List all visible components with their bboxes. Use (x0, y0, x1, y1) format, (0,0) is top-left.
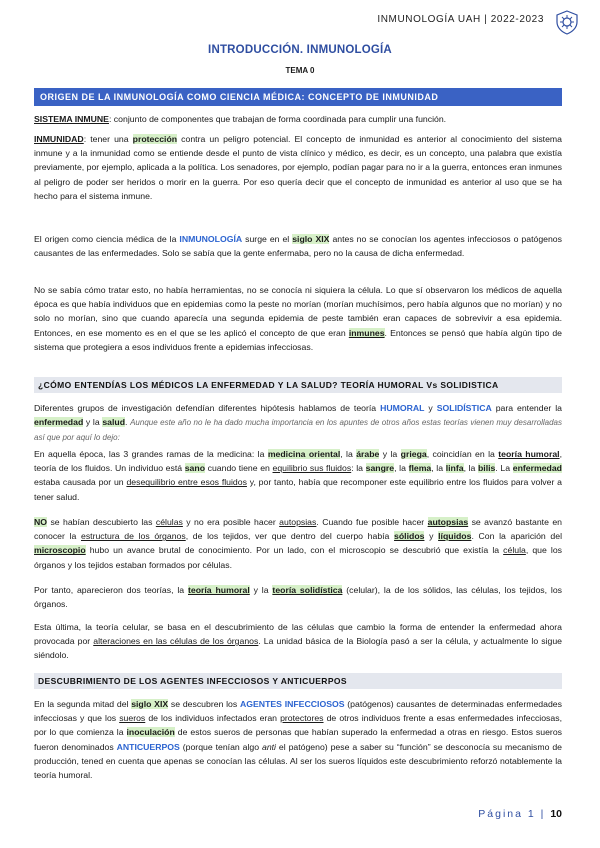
paragraph-teoria-celular: Esta última, la teoría celular, se basa en el descubrimiento de las células que cambio la forma de entender la enfermedad ahora provocada por alteraciones en las células de los órganos. La unidad básica de la Biología pasó a ser la célula, y actualmente lo sigue siéndolo. (34, 622, 562, 661)
document-header: INMUNOLOGÍA UAH | 2022-2023 (377, 14, 544, 25)
paragraph-dos-teorias: Por tanto, aparecieron dos teorías, la teoría humoral y la teoría solidística (celular), la de los sólidos, las células, los tejidos, los órganos. (34, 585, 562, 610)
paragraph-hipotesis: Diferentes grupos de investigación defendían diferentes hipótesis hablamos de teoría HUMORAL y SOLIDÍSTICA para entender la enfermedad y la salud. Aunque este año no le ha dado mucha importancia en los apuntes de otros años estas teorías vienen muy desarrolladas así que por aquí lo dejo: (34, 403, 563, 443)
paragraph-agentes-infecciosos: En la segunda mitad del siglo XIX se descubren los AGENTES INFECCIOSOS (patógenos) causantes de determinadas enfermedades infecciosas y que los sueros de los individuos infectados eran protectores de otros individuos frente a esas enfermedades infecciosas, por lo que comienza la inoculación de estos sueros de personas que habían superado la enfermedad a otras en riesgo. Estos sueros fueron denominados ANTICUERPOS (porque tenían algo anti el patógeno) pese a saber su “función” se desconocía su mecanismo de producción, tened en cuenta que apenas se conocían las células. Al ser los sueros líquidos este descubrimiento reforzó notablemente la teoría humoral. (34, 699, 562, 781)
subtitle-tema: TEMA 0 (285, 66, 315, 75)
section-heading-teorias: ¿CÓMO ENTENDÍAS LOS MÉDICOS LA ENFERMEDAD Y LA SALUD? TEORÍA HUMORAL Vs SOLIDISTICA (34, 377, 562, 393)
paragraph-origen: El origen como ciencia médica de la INMUNOLOGÍA surge en el siglo XIX antes no se conocían los agentes infecciosos o patógenos causantes de las enfermedades. Solo se sabía que la gente enfermaba, pero no la causa de dicha enfermedad. (34, 234, 562, 259)
page-number: Página 1 | 10 (478, 808, 562, 820)
paragraph-sistema-inmune: SISTEMA INMUNE: conjunto de componentes que trabajan de forma coordinada para cumplir una función. (34, 114, 447, 124)
paragraph-ramas-medicina: En aquella época, las 3 grandes ramas de la medicina: la medicina oriental, la árabe y la griega, coincidían en la teoría humoral, teoría de los fluidos. Un individuo está sano cuando tiene en equilibrio sus fluidos: la sangre, la flema, la linfa, la bilis. La enfermedad estaba causada por un desequilibrio entre esos fluidos y, por tanto, había que recomponer este equilibrio entre los fluidos para volver a tener salud. (34, 449, 562, 502)
section-heading-agentes: DESCUBRIMIENTO DE LOS AGENTES INFECCIOSOS Y ANTICUERPOS (34, 673, 562, 689)
paragraph-epidemias: No se sabía cómo tratar esto, no había herramientas, no se conocía ni siquiera la célula. Lo que sí observaron los médicos de aquella época es que había individuos que en epidemias como la peste no morían (morían muchísimos, pero había algunos que no morían) y no solo no morían, sino que cuando aparecía una segunda epidemia de peste también eran capaces de sobrevivir a esa epidemia. Entonces, en ese momento es en el que se les aplicó el concepto de que eran inmunes. Entonces se pensó que había algún tipo de sistema que protegiera a esos individuos frente a epidemias infecciosas. (34, 285, 563, 352)
section-heading-origen: ORIGEN DE LA INMUNOLOGÍA COMO CIENCIA MÉDICA: CONCEPTO DE INMUNIDAD (34, 88, 562, 106)
paragraph-celulas-autopsias: NO se habían descubierto las células y no era posible hacer autopsias. Cuando fue posible hacer autopsias se avanzó bastante en conocer la estructura de los órganos, de los tejidos, ver que dentro del cuerpo había sólidos y líquidos. Con la aparición del microscopio hubo un avance brutal de conocimiento. Por un lado, con el microscopio se descubrió que existía la célula, que los órganos y los tejidos estaban formados por células. (34, 517, 563, 570)
page-title: INTRODUCCIÓN. INMUNOLOGÍA (208, 44, 392, 56)
paragraph-inmunidad: INMUNIDAD: tener una protección contra un peligro potencial. El concepto de inmunidad es anterior al conocimiento del sistema inmune y a la inmunidad como se entiende desde el punto de vista clínico y médico, es decir, es un concepto, una palabra que existía previamente, por ejemplo, aplicada a la política. Los senadores, por ejemplo, podían pagar para no ir a la guerra, entonces eran inmunes al peligro de poder ser heridos o morir en la guerra. Por eso quería decir que el concepto de inmunidad es anterior al uso que se ha hecho para el sistema inmune. (34, 134, 562, 201)
virus-shield-icon (554, 9, 580, 35)
